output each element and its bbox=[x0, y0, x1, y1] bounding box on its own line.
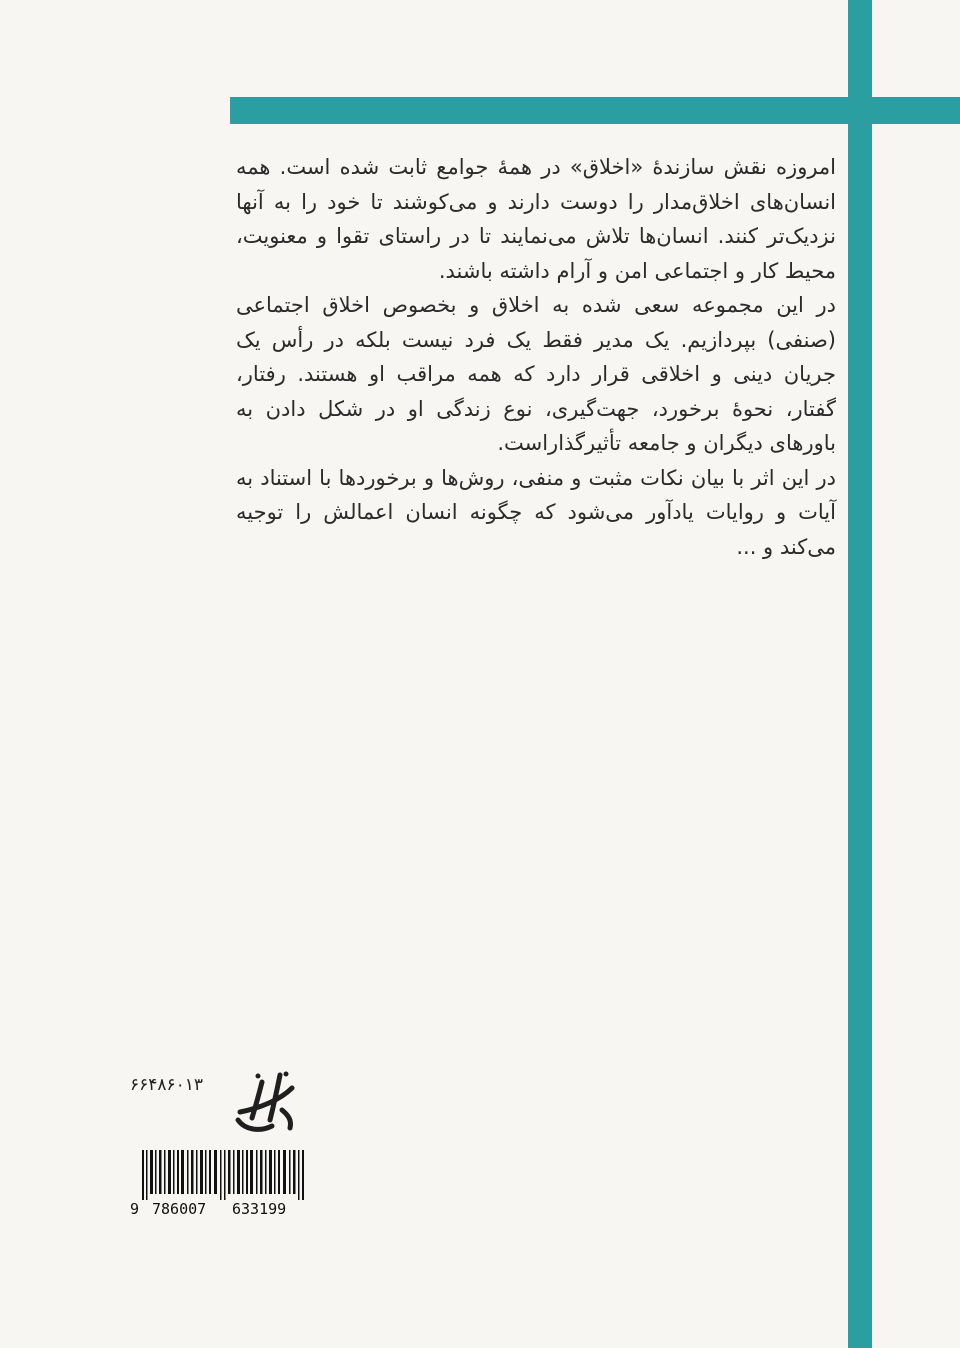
isbn-right-group: 633199 bbox=[232, 1200, 287, 1218]
teal-horizontal-band bbox=[230, 97, 960, 124]
isbn-left-group: 786007 bbox=[152, 1200, 207, 1218]
barcode-bars bbox=[142, 1150, 307, 1200]
blurb-paragraph-2: در این مجموعه سعی شده به اخلاق و بخصوص اخلاق اجتماعی (صنفی) بپردازیم. یک مدیر فقط یک فرد نیست بلکه در رأس یک جریان دینی و اخلاقی قرار دارد که همه مراقب او هستند. رفتار، گفتار، نحوهٔ برخورد، جهت‌گیری، نوع زندگی او در شکل دادن به باورهای دیگران و جامعه تأثیرگذاراست. bbox=[236, 293, 836, 455]
blurb-paragraph-3: در این اثر با بیان نکات مثبت و منفی، روش‌ها و برخوردها با استناد به آیات و روایات یادآور می‌شود که چگونه انسان اعمالش را توجیه می‌کند و ... bbox=[236, 465, 836, 559]
isbn-first-digit: 9 bbox=[130, 1200, 140, 1218]
isbn-barcode bbox=[130, 1150, 310, 1220]
back-cover-blurb bbox=[236, 150, 836, 564]
publisher-phone: ۶۶۴۸۶۰۱۳ bbox=[130, 1075, 204, 1095]
teal-vertical-band bbox=[848, 0, 872, 1348]
blurb-paragraph-1: امروزه نقش سازندهٔ «اخلاق» در همهٔ جوامع ثابت شده است. همه انسان‌های اخلاق‌مدار را دوست دارند و می‌کوشند تا خود را به آنها نزدیک‌تر کنند. انسان‌ها تلاش می‌نمایند تا در راستای تقوا و معنویت، محیط کار و اجتماعی امن و آرام داشته باشند. bbox=[236, 155, 836, 283]
publisher-logo-icon bbox=[120, 1060, 300, 1140]
